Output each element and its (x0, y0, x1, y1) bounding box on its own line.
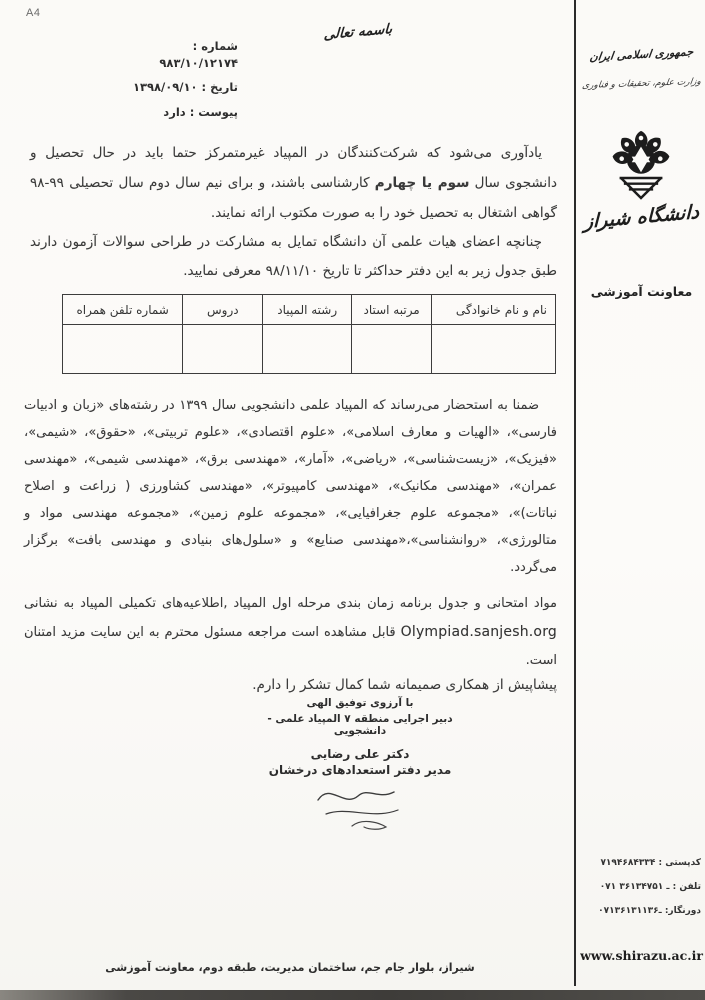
table-header-cell: نام و نام خانوادگی (432, 295, 556, 325)
table-cell-empty (432, 325, 556, 374)
signer-name: دکتر علی رضایی (310, 747, 410, 761)
letterhead-sidebar (574, 0, 705, 986)
paragraph-text: کارشناسی باشند، و برای نیم سال دوم سال تحصیلی ۹۹-۹۸ گواهی اشتغال به تحصیل خود را به صورت مکتوب ارائه نمایند. (30, 174, 557, 221)
postal-code-value: ۷۱۹۴۶۸۴۳۳۴ (600, 858, 656, 868)
postal-code-label: کدپستی : (658, 858, 701, 868)
letter-number-label: شماره : (192, 39, 238, 53)
letter-attachment-value: دارد (163, 104, 186, 119)
paragraph-bold-text: سوم یا چهارم (374, 174, 470, 191)
letter-number-value: ۹۸۳/۱۰/۱۲۱۷۴ (159, 55, 238, 70)
signoff-role: دبیر اجرایی منطقه ۷ المپیاد علمی - دانشجویی (267, 713, 453, 737)
letter-attachment-line (90, 106, 238, 119)
fax-value: ۰۷۱ـ۳۶۱۳۱۱۳۶ (598, 906, 662, 916)
ministry-header: وزارت علوم، تحقیقات و فناوری (581, 76, 702, 92)
footer-address: شیراز، بلوار جام جم، ساختمان مدیریت، طبقه دوم، معاونت آموزشی (105, 961, 475, 974)
table-header-cell: مرتبه استاد (352, 295, 432, 325)
signer-title: مدیر دفتر استعدادهای درخشان (268, 763, 452, 777)
phone-label: تلفن : (672, 882, 701, 892)
paragraph-olympiad-fields: ضمنا به استحضار می‌رساند که المپیاد علمی دانشجویی سال ۱۳۹۹ در رشته‌های «زبان و ادبیات فارسی»، «الهیات و معارف اسلامی»، «علوم اقتصادی»، «علوم تربیتی»، «حقوق»، «شیمی»، «فیزیک»، «زیست‌شناسی»، «ریاضی»، «آمار»، «مهندسی برق»، «مهندسی شیمی»، «مهندسی عمران»، «مهندسی مکانیک»، «مهندسی کامپیوتر»، «مهندسی کشاورزی ( زراعت و اصلاح نباتات)»، «مجموعه علوم جغرافیایی»، «مجموعه علوم زمین»، «مجموعه مهندسی مواد و متالورژی»، «روانشناسی»،«مهندسی صنایع» و «سلول‌های بنیادی و مهندسی بافت» برگزار می‌گردد. (24, 398, 557, 575)
scan-edge-artifact (0, 990, 705, 1000)
fax-label: دورنگار: (664, 906, 701, 916)
letter-date-line (90, 81, 238, 94)
fax-line (580, 906, 701, 916)
faculty-nomination-table (62, 294, 556, 374)
phone-value: ۰۷۱ ـ ۳۶۱۳۴۷۵۱ (599, 882, 670, 892)
table-row (63, 325, 556, 374)
paragraph-website-info (24, 590, 557, 675)
university-website-url: www.shirazu.ac.ir (580, 948, 703, 963)
country-header: جمهوری اسلامی ایران (588, 45, 695, 64)
department-name: معاونت آموزشی (590, 284, 693, 299)
contact-info-block (580, 858, 701, 930)
table-header-cell: دروس (183, 295, 263, 325)
letter-date-value: ۱۳۹۸/۰۹/۱۰ (132, 80, 198, 95)
table-cell-empty (263, 325, 352, 374)
handwritten-signature (300, 772, 430, 834)
paragraph-text: یادآوری می‌شود که شرکت‌کنندگان در المپیاد غیرمتمرکز حتما باید در حال تحصیل و دانشجوی سال (30, 144, 557, 191)
paragraph-eligibility-reminder (30, 138, 557, 228)
signoff-wish: با آرزوی توفیق الهی (306, 697, 414, 709)
university-name-calligraphy: دانشگاه شیراز (583, 200, 700, 234)
table-body (63, 325, 556, 374)
table-header-cell: شماره تلفن همراه (63, 295, 183, 325)
table-cell-empty (63, 325, 183, 374)
table-cell-empty (183, 325, 263, 374)
postal-code-line (580, 858, 701, 868)
table-cell-empty (352, 325, 432, 374)
letter-meta-block (90, 40, 238, 123)
olympiad-website-url: Olympiad.sanjesh.org (400, 624, 557, 640)
paragraph-thanks: پیشاپیش از همکاری صمیمانه شما کمال تشکر را دارم. (252, 676, 557, 693)
signature-block (250, 697, 470, 777)
paper-size-label: A4 (26, 7, 41, 19)
paragraph-faculty-invitation: چنانچه اعضای هیات علمی آن دانشگاه تمایل به مشارکت در طراحی سوالات آزمون دارند طبق جدول زیر به این دفتر حداکثر تا تاریخ ۹۸/۱۱/۱۰ معرفی نمایید. (30, 233, 557, 279)
table-header-row (63, 295, 556, 325)
letter-attachment-label: پیوست : (189, 104, 238, 119)
paragraph-text: قابل مشاهده است مراجعه مسئول محترم به این سایت مزید امتنان است. (24, 625, 557, 668)
bismillah-calligraphy: باسمه تعالی (323, 20, 393, 44)
phone-line (580, 882, 701, 892)
paragraph-text: مواد امتحانی و جدول برنامه زمان بندی مرحله اول المپیاد ,اطلاعیه‌های تکمیلی المپیاد به نشانی (24, 596, 557, 611)
shiraz-university-logo (595, 128, 687, 208)
letter-date-label: تاریخ : (201, 80, 238, 95)
table-header-cell: رشته المپیاد (263, 295, 352, 325)
